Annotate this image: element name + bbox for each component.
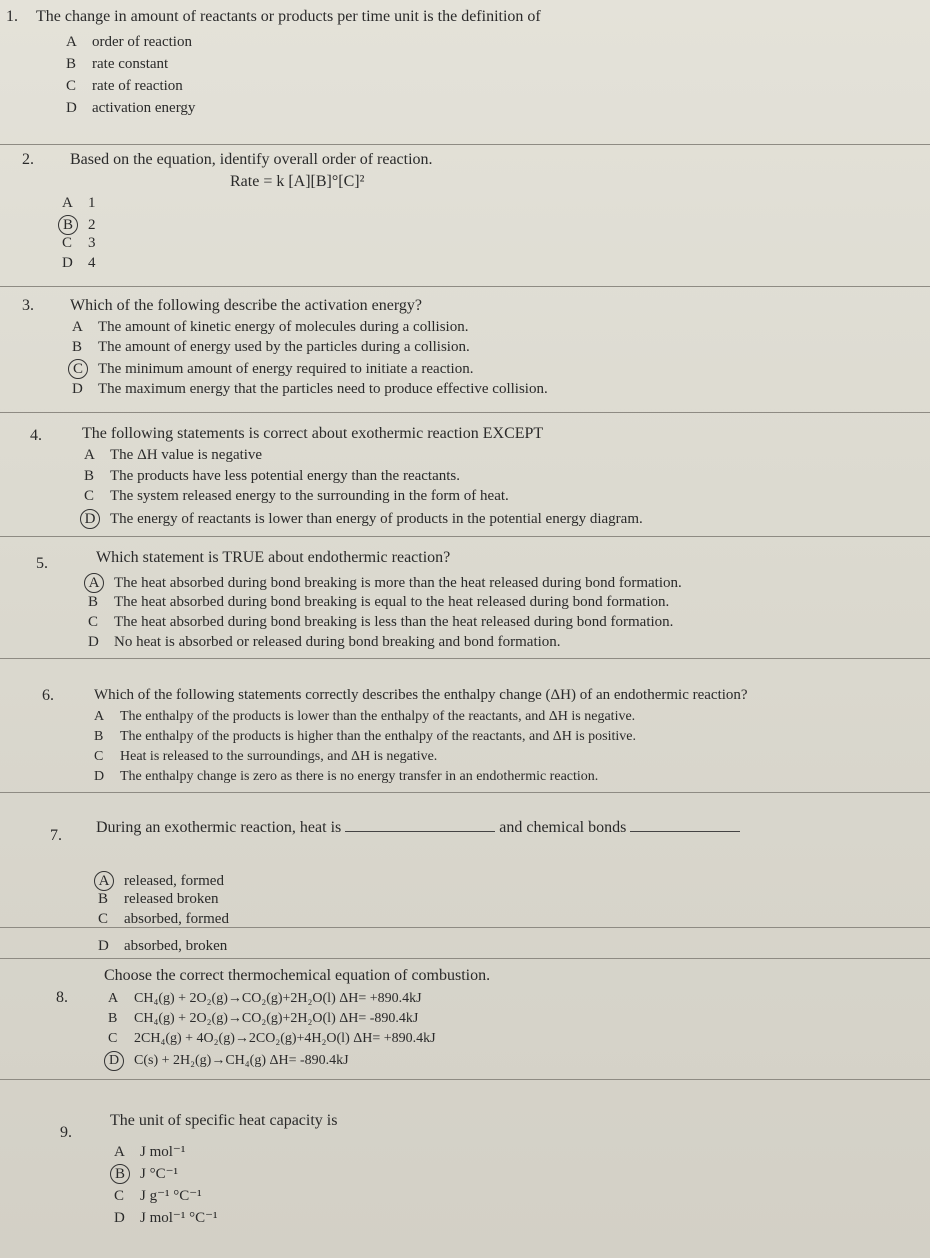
- option-d[interactable]: [88, 634, 561, 651]
- option-text: J g⁻¹ °C⁻¹: [140, 1188, 202, 1204]
- question-9: [0, 1080, 930, 1250]
- option-letter: B: [88, 594, 99, 610]
- option-letter: C: [98, 911, 109, 927]
- question-text-start: During an exothermic reaction, heat is: [96, 819, 342, 836]
- option-letter: [114, 1164, 140, 1184]
- option-text: activation energy: [92, 100, 196, 116]
- option-letter: D: [62, 255, 73, 271]
- question-text: Which statement is TRUE about endothermic reaction?: [96, 549, 451, 566]
- option-a[interactable]: [66, 34, 192, 51]
- option-letter: [98, 871, 124, 891]
- option-text: rate constant: [92, 56, 169, 72]
- option-letter: C: [94, 749, 104, 764]
- option-letter: A: [84, 447, 95, 463]
- question-number: 8.: [56, 989, 68, 1006]
- option-letter: [108, 1051, 134, 1071]
- question-text: [96, 819, 740, 837]
- answer-circle-mark: B: [58, 215, 78, 235]
- answer-circle-mark: D: [104, 1051, 124, 1071]
- option-c[interactable]: [62, 235, 96, 252]
- option-letter: D: [114, 1210, 125, 1226]
- option-letter: A: [72, 319, 83, 335]
- option-text: The enthalpy of the products is higher than the enthalpy of the reactants, and ΔH is positive.: [120, 729, 636, 744]
- option-letter: B: [94, 729, 104, 744]
- answer-circle-mark: A: [84, 573, 104, 593]
- question-number: 7.: [50, 827, 62, 844]
- option-letter: C: [84, 488, 95, 504]
- rate-equation: Rate = k [A][B]°[C]²: [230, 173, 365, 190]
- option-c[interactable]: [98, 911, 229, 928]
- option-b[interactable]: [66, 56, 168, 73]
- option-d-q7[interactable]: [98, 938, 227, 955]
- option-text: CH₄(g) + 2O₂(g)→CO₂(g)+2H₂O(l) ΔH= +890.4kJ: [134, 991, 422, 1006]
- option-text: Heat is released to the surroundings, and ΔH is negative.: [120, 749, 438, 764]
- option-text: The maximum energy that the particles need to produce effective collision.: [98, 381, 548, 397]
- option-d[interactable]: [66, 100, 195, 117]
- question-4: [0, 413, 930, 537]
- option-letter: [88, 573, 114, 593]
- option-a[interactable]: [114, 1142, 185, 1161]
- option-text: The amount of energy used by the particles during a collision.: [98, 339, 470, 355]
- question-text-tail: and chemical bonds: [499, 819, 627, 836]
- option-text: The enthalpy of the products is lower than the enthalpy of the reactants, and ΔH is negative.: [120, 709, 636, 724]
- option-a[interactable]: [84, 447, 262, 464]
- option-text: 4: [88, 255, 96, 271]
- option-text: released broken: [124, 891, 219, 907]
- option-letter: C: [108, 1031, 118, 1046]
- question-text: Which of the following statements correctly describes the enthalpy change (ΔH) of an endothermic reaction?: [94, 687, 748, 703]
- option-text: C(s) + 2H₂(g)→CH₄(g) ΔH= -890.4kJ: [134, 1053, 349, 1068]
- option-letter: A: [66, 34, 77, 50]
- option-letter: B: [84, 468, 95, 484]
- option-text: 2: [88, 217, 96, 233]
- option-a[interactable]: [108, 991, 422, 1007]
- option-letter: C: [114, 1188, 125, 1204]
- option-text: J mol⁻¹ °C⁻¹: [140, 1210, 218, 1226]
- option-d[interactable]: [62, 255, 96, 272]
- option-text: The products have less potential energy than the reactants.: [110, 468, 461, 484]
- question-text: The unit of specific heat capacity is: [110, 1112, 338, 1129]
- option-text: No heat is absorbed or released during bond breaking and bond formation.: [114, 634, 561, 650]
- option-letter: D: [66, 100, 77, 116]
- option-text: The minimum amount of energy required to initiate a reaction.: [98, 361, 474, 377]
- question-number: 9.: [60, 1124, 72, 1141]
- option-letter: [72, 359, 98, 379]
- option-b[interactable]: [98, 891, 219, 908]
- option-letter: [62, 215, 88, 235]
- option-text: absorbed, broken: [124, 938, 228, 954]
- option-text: 1: [88, 195, 96, 211]
- option-text: The energy of reactants is lower than energy of products in the potential energy diagram.: [110, 511, 643, 527]
- option-b[interactable]: [62, 215, 96, 235]
- option-b[interactable]: [108, 1011, 418, 1027]
- option-letter: A: [108, 991, 119, 1006]
- option-c[interactable]: [66, 78, 183, 95]
- option-d[interactable]: [84, 509, 643, 529]
- question-text: The following statements is correct about exothermic reaction EXCEPT: [82, 425, 544, 442]
- option-letter: C: [66, 78, 77, 94]
- question-number: 2.: [22, 151, 34, 168]
- option-letter: C: [62, 235, 73, 251]
- option-letter: A: [62, 195, 73, 211]
- option-text: The amount of kinetic energy of molecules during a collision.: [98, 319, 469, 335]
- option-letter: D: [94, 769, 105, 784]
- option-text: The heat absorbed during bond breaking is less than the heat released during bond formation.: [114, 614, 674, 630]
- option-letter: B: [108, 1011, 118, 1026]
- question-6: [0, 659, 930, 793]
- answer-circle-mark: D: [80, 509, 100, 529]
- option-b[interactable]: [84, 468, 460, 485]
- option-text: CH₄(g) + 2O₂(g)→CO₂(g)+2H₂O(l) ΔH= -890.4kJ: [134, 1011, 419, 1026]
- question-text: Based on the equation, identify overall order of reaction.: [70, 151, 433, 168]
- option-text: The ΔH value is negative: [110, 447, 263, 463]
- option-text: J °C⁻¹: [140, 1166, 179, 1182]
- answer-blank-2[interactable]: [630, 831, 740, 832]
- question-text: Which of the following describe the activation energy?: [70, 297, 423, 314]
- question-text: Choose the correct thermochemical equation of combustion.: [104, 967, 491, 984]
- option-letter: D: [88, 634, 99, 650]
- option-text: The enthalpy change is zero as there is no energy transfer in an endothermic reaction.: [120, 769, 599, 784]
- option-d[interactable]: [108, 1051, 349, 1071]
- option-text: released, formed: [124, 873, 224, 889]
- question-number: 1.: [6, 8, 18, 25]
- answer-circle-mark: C: [68, 359, 88, 379]
- option-a[interactable]: [98, 871, 224, 891]
- option-letter: B: [66, 56, 77, 72]
- option-text: The heat absorbed during bond breaking is more than the heat released during bond formation.: [114, 575, 682, 591]
- answer-blank-1[interactable]: [345, 831, 495, 832]
- option-d[interactable]: [94, 769, 598, 785]
- question-number: 3.: [22, 297, 34, 314]
- option-text: absorbed, formed: [124, 911, 229, 927]
- question-number: 6.: [42, 687, 54, 704]
- question-5: [0, 537, 930, 659]
- option-a[interactable]: [94, 709, 635, 725]
- option-letter: D: [98, 938, 109, 954]
- option-text: rate of reaction: [92, 78, 183, 94]
- option-letter: A: [94, 709, 105, 724]
- option-text: The heat absorbed during bond breaking is equal to the heat released during bond formation.: [114, 594, 670, 610]
- option-d[interactable]: [114, 1208, 218, 1227]
- option-c[interactable]: [84, 488, 509, 505]
- option-text: 2CH₄(g) + 4O₂(g)→2CO₂(g)+4H₂O(l) ΔH= +890.4kJ: [134, 1031, 436, 1046]
- answer-circle-mark: A: [94, 871, 114, 891]
- option-b[interactable]: [114, 1164, 178, 1184]
- option-d[interactable]: [72, 381, 548, 398]
- option-a[interactable]: [72, 319, 468, 336]
- option-text: 3: [88, 235, 96, 251]
- question-7: [0, 793, 930, 928]
- question-8: [0, 958, 930, 1080]
- answer-circle-mark: B: [110, 1164, 130, 1184]
- question-2: [0, 145, 930, 287]
- option-text: J mol⁻¹: [140, 1144, 186, 1160]
- question-text: The change in amount of reactants or products per time unit is the definition of: [36, 8, 541, 25]
- option-b[interactable]: [94, 729, 636, 745]
- question-number: 4.: [30, 427, 42, 444]
- option-a[interactable]: [62, 195, 96, 212]
- option-text: The system released energy to the surrounding in the form of heat.: [110, 488, 509, 504]
- option-b[interactable]: [88, 594, 669, 611]
- option-text: order of reaction: [92, 34, 192, 50]
- option-a[interactable]: [88, 573, 682, 593]
- question-1: [0, 0, 930, 145]
- question-number: 5.: [36, 555, 48, 572]
- option-letter: D: [72, 381, 83, 397]
- option-letter: B: [98, 891, 109, 907]
- option-letter: A: [114, 1144, 125, 1160]
- option-c[interactable]: [108, 1031, 436, 1047]
- option-b[interactable]: [72, 339, 470, 356]
- option-letter: B: [72, 339, 83, 355]
- option-letter: [84, 509, 110, 529]
- option-letter: C: [88, 614, 99, 630]
- option-c[interactable]: [114, 1186, 202, 1205]
- option-c[interactable]: [72, 359, 473, 379]
- option-c[interactable]: [94, 749, 437, 765]
- question-3: [0, 287, 930, 413]
- option-c[interactable]: [88, 614, 673, 631]
